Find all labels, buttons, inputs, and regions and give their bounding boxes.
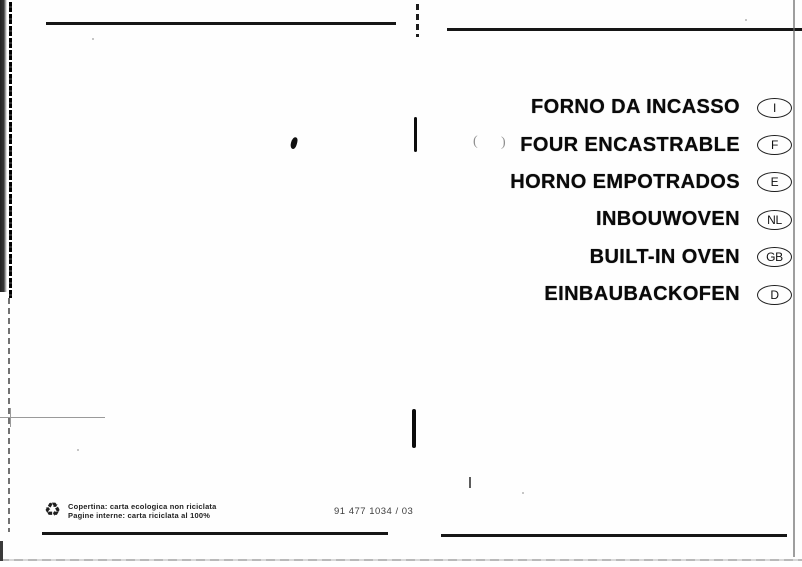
spine-fold-mark-lower: [412, 409, 416, 448]
bottom-left-scan-mark: [0, 541, 3, 561]
faint-paren-artifact-right: ): [501, 135, 506, 150]
language-title: BUILT-IN OVEN: [589, 245, 740, 268]
right-scan-edge-line: [793, 0, 795, 557]
spine-fold-mark-top: [416, 4, 419, 37]
language-code-badge: D: [757, 285, 792, 305]
language-code-badge: NL: [757, 210, 792, 230]
ink-blot-artifact: [290, 136, 298, 150]
language-title-row-german: [510, 276, 792, 313]
scan-speck: [77, 449, 79, 451]
language-code-badge: F: [757, 135, 792, 155]
language-title-row-english: [510, 239, 792, 276]
faint-tick-artifact: [469, 477, 471, 488]
language-title: INBOUWOVEN: [596, 208, 740, 231]
registration-mark-horizontal: [0, 417, 105, 418]
language-title: FOUR ENCASTRABLE: [520, 133, 740, 156]
left-scan-edge-line-upper: [9, 2, 12, 298]
registration-mark-vertical: [10, 408, 11, 427]
language-title-row-dutch: [510, 201, 792, 238]
scan-speck: [745, 19, 747, 21]
language-title: EINBAUBACKOFEN: [544, 283, 740, 306]
page-bottom-edge-line: [0, 559, 802, 561]
language-code-badge: GB: [757, 247, 792, 267]
eco-paper-note: [44, 501, 217, 520]
faint-paren-artifact-left: (: [473, 134, 478, 149]
top-rule-right-page: [447, 28, 802, 31]
language-code-badge: E: [757, 172, 792, 192]
bottom-rule-right-page: [441, 534, 787, 537]
document-part-number: 91 477 1034 / 03: [334, 506, 414, 517]
scan-speck: [522, 492, 524, 494]
language-title-row-spanish: [510, 164, 792, 201]
left-scan-edge-strip: [0, 0, 7, 292]
eco-paper-note-text: [68, 501, 216, 520]
eco-note-line-2: Pagine interne: carta riciclata al 100%: [68, 510, 211, 520]
language-title: HORNO EMPOTRADOS: [510, 170, 740, 193]
recycle-icon: ♻: [44, 500, 62, 521]
bottom-rule-left-page: [42, 532, 388, 535]
language-code-badge: I: [757, 98, 792, 118]
language-title: FORNO DA INCASSO: [531, 96, 740, 119]
scan-speck: [92, 38, 94, 40]
eco-note-line-1: Copertina: carta ecologica non riciclata: [68, 502, 217, 511]
spine-fold-mark-upper: [414, 117, 417, 152]
language-title-row-french: [510, 126, 792, 163]
top-rule-left-page: [46, 22, 396, 25]
language-title-row-italian: [510, 89, 792, 126]
language-title-list: [510, 89, 792, 313]
